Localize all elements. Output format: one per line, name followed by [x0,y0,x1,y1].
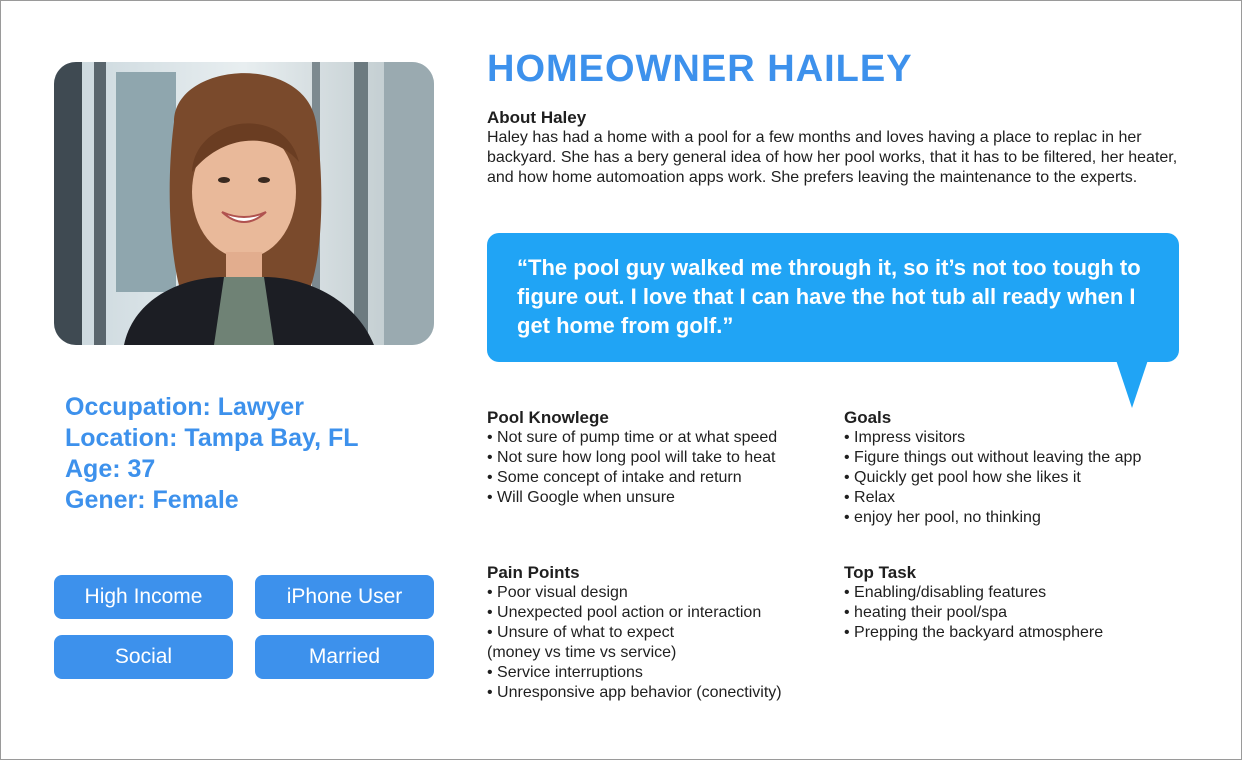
list-item: • heating their pool/spa [844,604,1008,621]
list-item: (money vs time vs service) [487,644,677,661]
about-section [487,108,1187,188]
list-item: • Unsure of what to expect [487,624,675,641]
list-item: • Quickly get pool how she likes it [844,469,1081,486]
list-item: • Service interruptions [487,664,643,681]
list-item: • Poor visual design [487,584,628,601]
list-item: • Relax [844,489,895,506]
age-text: Age: 37 [65,455,156,483]
list-item: • Figure things out without leaving the app [844,449,1142,466]
tag-iphone-user: iPhone User [255,575,434,619]
top-task-section [844,563,1103,643]
list-item: • Prepping the backyard atmosphere [844,624,1104,641]
profile-facts [65,392,359,516]
list-item: • Not sure of pump time or at what speed [487,429,778,446]
tag-high-income: High Income [54,575,233,619]
goals-section [844,408,1141,528]
about-text: Haley has had a home with a pool for a few months and loves having a place to replac in her backyard. She has a bery general idea of how her pool works, that it has to be filtered, her heater, and how home automoation apps work. She prefers leaving the maintenance to the experts. [487,129,1178,186]
list-item: • Unresponsive app behavior (conectivity) [487,684,782,701]
pool-knowledge-section [487,408,777,508]
quote-text: “The pool guy walked me through it, so it’s not too tough to figure out. I love that I can have the hot tub all ready when I get home from golf.” [517,255,1141,338]
pain-points-section [487,563,782,703]
list-item: • Will Google when unsure [487,489,675,506]
list-item: • Unexpected pool action or interaction [487,604,762,621]
persona-title: HOMEOWNER HAILEY [487,48,913,90]
pain-points-heading: Pain Points [487,563,580,582]
gender-text: Gener: Female [65,486,239,514]
goals-heading: Goals [844,408,892,427]
list-item: • Not sure how long pool will take to heat [487,449,776,466]
list-item: • enjoy her pool, no thinking [844,509,1041,526]
occupation-text: Occupation: Lawyer [65,393,304,421]
about-heading: About Haley [487,108,587,127]
location-text: Location: Tampa Bay, FL [65,424,359,452]
portrait-photo [54,62,434,345]
list-item: • Impress visitors [844,429,966,446]
tag-married: Married [255,635,434,679]
pool-knowledge-heading: Pool Knowlege [487,408,609,427]
list-item: • Enabling/disabling features [844,584,1047,601]
speech-tail-icon [1116,360,1148,408]
tag-social: Social [54,635,233,679]
list-item: • Some concept of intake and return [487,469,742,486]
top-task-heading: Top Task [844,563,917,582]
